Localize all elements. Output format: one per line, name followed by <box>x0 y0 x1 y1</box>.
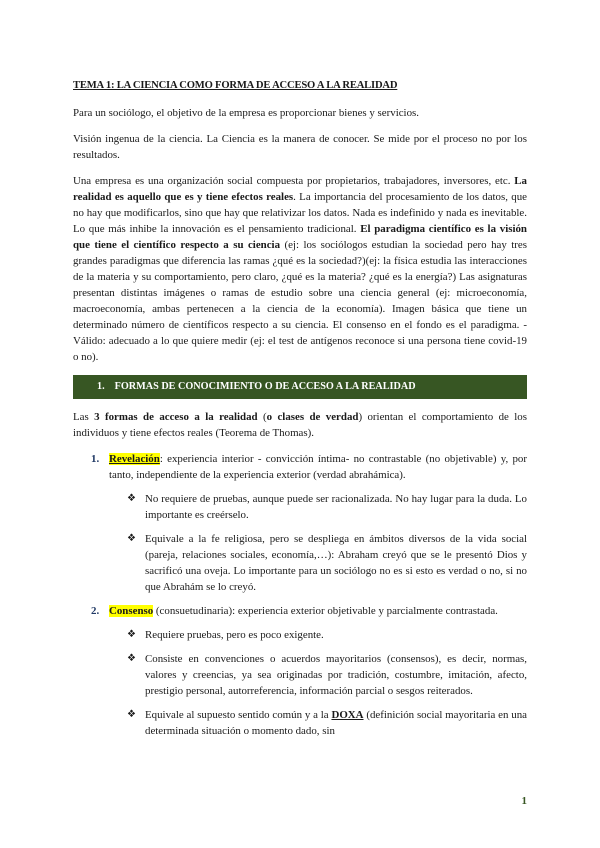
bullet-item: ❖ Equivale al supuesto sentido común y a la DOXA (definición social mayoritaria en una determinada situación o momento dado, sin <box>127 709 527 737</box>
item-text: (consuetudinaria): experiencia exterior objetivable y parcialmente contrastada. <box>153 605 498 617</box>
bullet-item: ❖ Consiste en convenciones o acuerdos mayoritarios (consensos), es decir, normas, valores y creencias, ya sea originadas por tradición, costumbre, imitación, afecto, prestigio personal, autorreferencia, información parcial o sesgos reiterados. <box>127 653 527 697</box>
item-number: 1. <box>91 453 100 465</box>
diamond-bullet-icon: ❖ <box>127 533 136 544</box>
page-title: TEMA 1: LA CIENCIA COMO FORMA DE ACCESO A LA REALIDAD <box>73 80 398 91</box>
intro-c: ( <box>257 411 267 423</box>
bullet-item: ❖ No requiere de pruebas, aunque puede ser racionalizada. No hay lugar para la duda. Lo importante es creérselo. <box>127 493 527 521</box>
bullet-item: ❖ Equivale a la fe religiosa, pero se despliega en ámbitos diversos de la vida social (pareja, relaciones sociales, economía,…): Abraham creyó que se le presentó Dios y sacrificó una oveja. Lo importante para un sociólogo no es si esto es verdad o no, si no que Abrahám se lo creyó. <box>127 533 527 593</box>
paragraph-2: Visión ingenua de la ciencia. La Ciencia es la manera de conocer. Se mide por el proceso no por los resultados. <box>73 133 527 161</box>
term-revelacion: Revelación <box>109 453 160 465</box>
term-doxa: DOXA <box>331 709 364 721</box>
intro-e: ) orientan el comportamiento de los individuos y tiene efectos reales (Teorema de Thomas). <box>73 411 527 439</box>
paragraph-1: Para un sociólogo, el objetivo de la empresa es proporcionar bienes y servicios. <box>73 107 419 119</box>
intro-b: 3 formas de acceso a la realidad <box>94 411 258 423</box>
item-text: : experiencia interior - convicción íntima- no contrastable (no objetivable) y, por tanto, independiente de la experiencia exterior (verdad abrahámica). <box>109 453 527 481</box>
intro-a: Las <box>73 411 95 423</box>
diamond-bullet-icon: ❖ <box>127 493 136 504</box>
page-number: 1 <box>521 795 527 807</box>
section-number: 1. <box>97 381 105 392</box>
list-item-consenso <box>91 603 527 739</box>
diamond-bullet-icon: ❖ <box>127 653 136 664</box>
paragraph-3 <box>73 173 527 365</box>
access-forms-list <box>91 451 527 739</box>
intro-paragraph <box>73 409 527 441</box>
list-item-revelacion <box>91 451 527 595</box>
intro-d: o clases de verdad <box>266 411 359 423</box>
p3-text-a: Una empresa es una organización social compuesta por propietarios, trabajadores, inversores, etc. <box>73 175 515 187</box>
consenso-bullets <box>109 627 527 739</box>
p3-bold-d: El paradigma científico es la visión que tiene el científico respecto a su ciencia <box>73 223 527 251</box>
term-consenso: Consenso <box>109 605 154 617</box>
bullet-item: ❖ Requiere pruebas, pero es poco exigente. <box>127 629 324 641</box>
p3-text-c: . La importancia del procesamiento de los datos, que no hay que modificarlos, sino que hay que relativizar los datos. Nada es indefinido y nada es inevitable. Lo que más inhibe la innovación es el pensamiento tradicional. <box>73 191 527 235</box>
section-label: FORMAS DE CONOCIMIENTO O DE ACCESO A LA REALIDAD <box>114 381 416 392</box>
p3-text-e: (ej: los sociólogos estudian la sociedad pero hay tres grandes paradigmas que diferencia las ramas ¿qué es la sociedad?)(ej: la física estudia las interacciones de la materia y su comportamiento, pero claro, ¿qué es la materia? ¿qué es la energía?) Las asignaturas presentan distintas imágenes o ramas de estudio sobre una ciencia general (ej: microeconomía, macroeconomía, ambas pertenecen a la ciencia de la economía). Imagen básica que tiene un determinado número de científicos respecto a su ciencia. El consenso en el fondo es el paradigma. - Válido: adecuado a lo que quiere medir (ej: el test de antígenos reconoce si una persona tiene covid-19 o no). <box>73 239 527 363</box>
revelacion-bullets <box>109 491 527 595</box>
diamond-bullet-icon: ❖ <box>127 629 136 640</box>
item-number: 2. <box>91 605 100 617</box>
p3-bold-b: La realidad es aquello que es y tiene efectos reales <box>73 175 527 203</box>
section-heading <box>73 375 527 399</box>
diamond-bullet-icon: ❖ <box>127 709 136 720</box>
document-page <box>73 78 527 747</box>
